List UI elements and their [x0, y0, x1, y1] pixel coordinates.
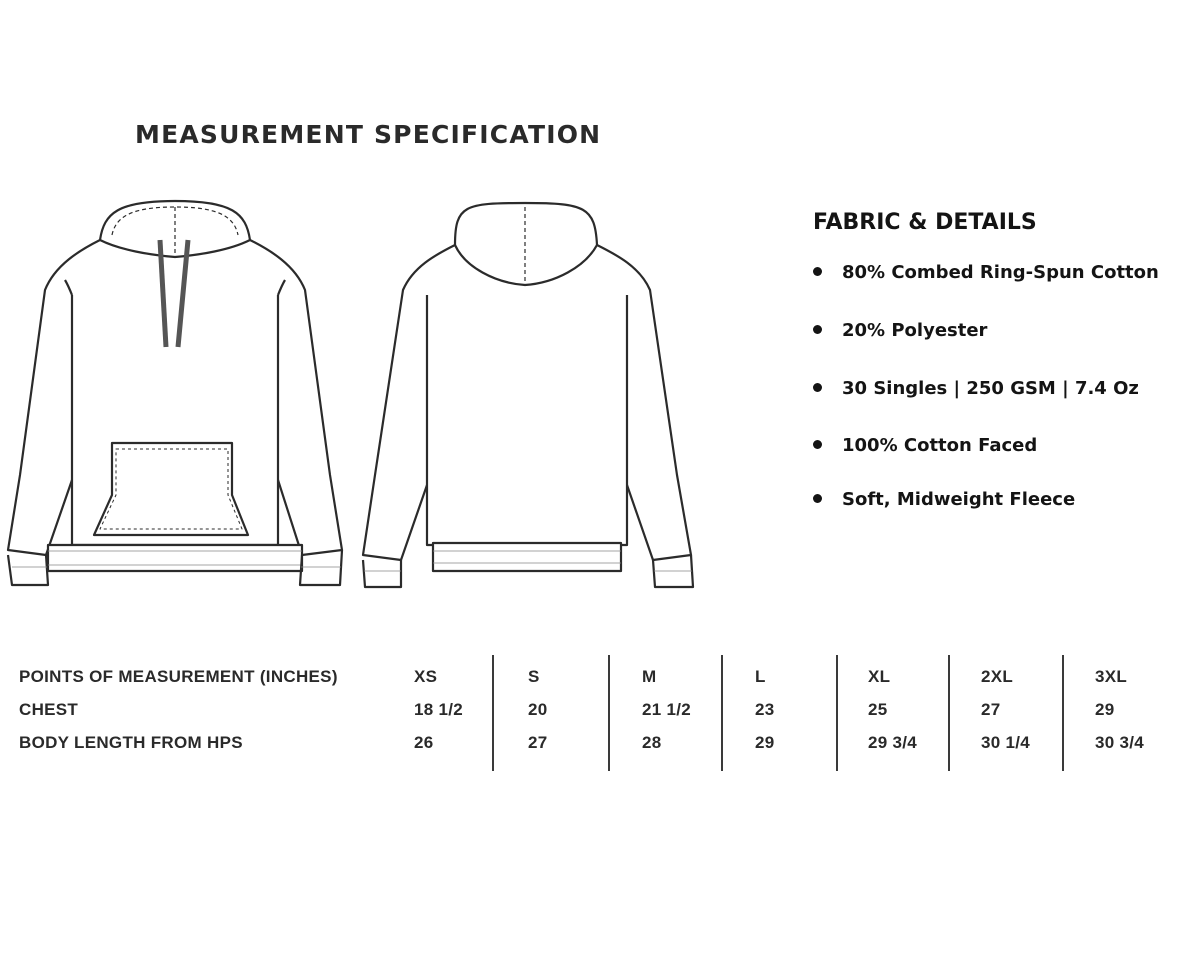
table-cell: 23: [755, 700, 775, 719]
column-divider: [721, 655, 723, 771]
row-label-chest: CHEST: [19, 700, 79, 719]
size-header: XS: [414, 667, 438, 686]
bullet-icon: [813, 383, 822, 392]
column-divider: [492, 655, 494, 771]
fabric-details-title: FABRIC & DETAILS: [813, 210, 1037, 235]
table-cell: 29 3/4: [868, 733, 918, 752]
size-header: M: [642, 667, 657, 686]
size-header: 3XL: [1095, 667, 1128, 686]
size-header: S: [528, 667, 540, 686]
fabric-detail-text: 80% Combed Ring-Spun Cotton: [842, 262, 1159, 283]
table-cell: 27: [528, 733, 548, 752]
measurement-table: [0, 655, 1200, 775]
fabric-detail-item: [813, 378, 1139, 399]
table-cell: 30 3/4: [1095, 733, 1145, 752]
table-cell: 25: [868, 700, 888, 719]
table-cell: 18 1/2: [414, 700, 464, 719]
column-divider: [836, 655, 838, 771]
table-cell: 29: [755, 733, 775, 752]
page-title: MEASUREMENT SPECIFICATION: [135, 120, 602, 149]
table-cell: 29: [1095, 700, 1115, 719]
hoodie-front-sketch: [0, 195, 350, 595]
fabric-detail-item: [813, 435, 1037, 456]
size-header: L: [755, 667, 766, 686]
fabric-detail-item: [813, 320, 987, 341]
table-cell: 30 1/4: [981, 733, 1031, 752]
fabric-detail-text: 20% Polyester: [842, 320, 988, 341]
fabric-detail-item: [813, 489, 1075, 510]
column-divider: [608, 655, 610, 771]
column-divider: [948, 655, 950, 771]
column-divider: [1062, 655, 1064, 771]
bullet-icon: [813, 440, 822, 449]
bullet-icon: [813, 494, 822, 503]
table-cell: 28: [642, 733, 662, 752]
table-cell: 27: [981, 700, 1001, 719]
row-label-body-length: BODY LENGTH FROM HPS: [19, 733, 243, 752]
size-header: XL: [868, 667, 891, 686]
bullet-icon: [813, 267, 822, 276]
fabric-detail-text: 100% Cotton Faced: [842, 435, 1038, 456]
fabric-detail-item: [813, 262, 1159, 283]
table-cell: 26: [414, 733, 434, 752]
fabric-detail-text: Soft, Midweight Fleece: [842, 489, 1076, 510]
table-cell: 20: [528, 700, 548, 719]
hoodie-back-sketch: [355, 195, 705, 595]
bullet-icon: [813, 325, 822, 334]
size-header: 2XL: [981, 667, 1014, 686]
table-header-label: POINTS OF MEASUREMENT (INCHES): [19, 667, 338, 686]
fabric-detail-text: 30 Singles | 250 GSM | 7.4 Oz: [842, 378, 1139, 399]
table-cell: 21 1/2: [642, 700, 692, 719]
